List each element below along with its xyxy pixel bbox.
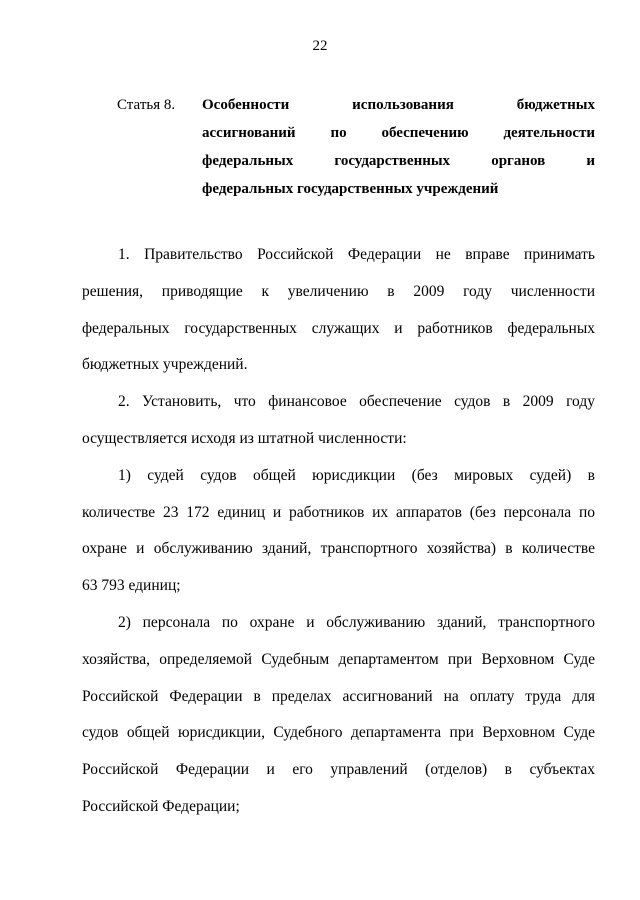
- page-number: 22: [312, 38, 328, 54]
- text-line: хозяйства, определяемой Судебным департаментом при Верховном Суде: [82, 650, 595, 668]
- text-line: 63 793 единиц;: [82, 577, 181, 595]
- article-title-line: ассигнований по обеспечению деятельности: [202, 125, 595, 141]
- article-number: Статья 8.: [117, 97, 176, 113]
- paragraph-2-item-2: [82, 605, 595, 826]
- text-line: бюджетных учреждений.: [82, 356, 248, 374]
- text-line: 2. Установить, что финансовое обеспечение судов в 2009 году: [118, 393, 595, 411]
- text-line: 2) персонала по охране и обслуживанию зданий, транспортного: [118, 613, 595, 631]
- text-line: 1. Правительство Российской Федерации не вправе принимать: [118, 246, 595, 263]
- text-line: охране и обслуживанию зданий, транспортного хозяйства) в количестве: [82, 540, 595, 558]
- text-line: решения, приводящие к увеличению в 2009 году численности: [82, 282, 595, 300]
- text-line: федеральных государственных служащих и работников федеральных: [82, 319, 595, 337]
- text-line: осуществляется исходя из штатной численности:: [82, 429, 407, 447]
- article-title-line: федеральных государственных учреждений: [202, 181, 499, 197]
- text-line: Российской Федерации в пределах ассигнований на оплату труда для: [82, 687, 595, 705]
- text-line: 1) судей судов общей юрисдикции (без мировых судей) в: [118, 466, 595, 484]
- article-title-line: Особенности использования бюджетных: [202, 97, 595, 113]
- paragraph-2: [82, 384, 595, 458]
- text-line: количестве 23 172 единиц и работников их аппаратов (без персонала по: [82, 503, 595, 521]
- text-line: Российской Федерации;: [82, 797, 240, 815]
- article-body: [82, 237, 595, 826]
- article-title: [202, 91, 595, 203]
- paragraph-2-item-1: [82, 458, 595, 605]
- text-line: судов общей юрисдикции, Судебного департамента при Верховном Суде: [82, 724, 595, 742]
- article-title-line: федеральных государственных органов и: [202, 153, 595, 169]
- text-line: Российской Федерации и его управлений (отделов) в субъектах: [82, 761, 595, 779]
- paragraph-1: [82, 237, 595, 384]
